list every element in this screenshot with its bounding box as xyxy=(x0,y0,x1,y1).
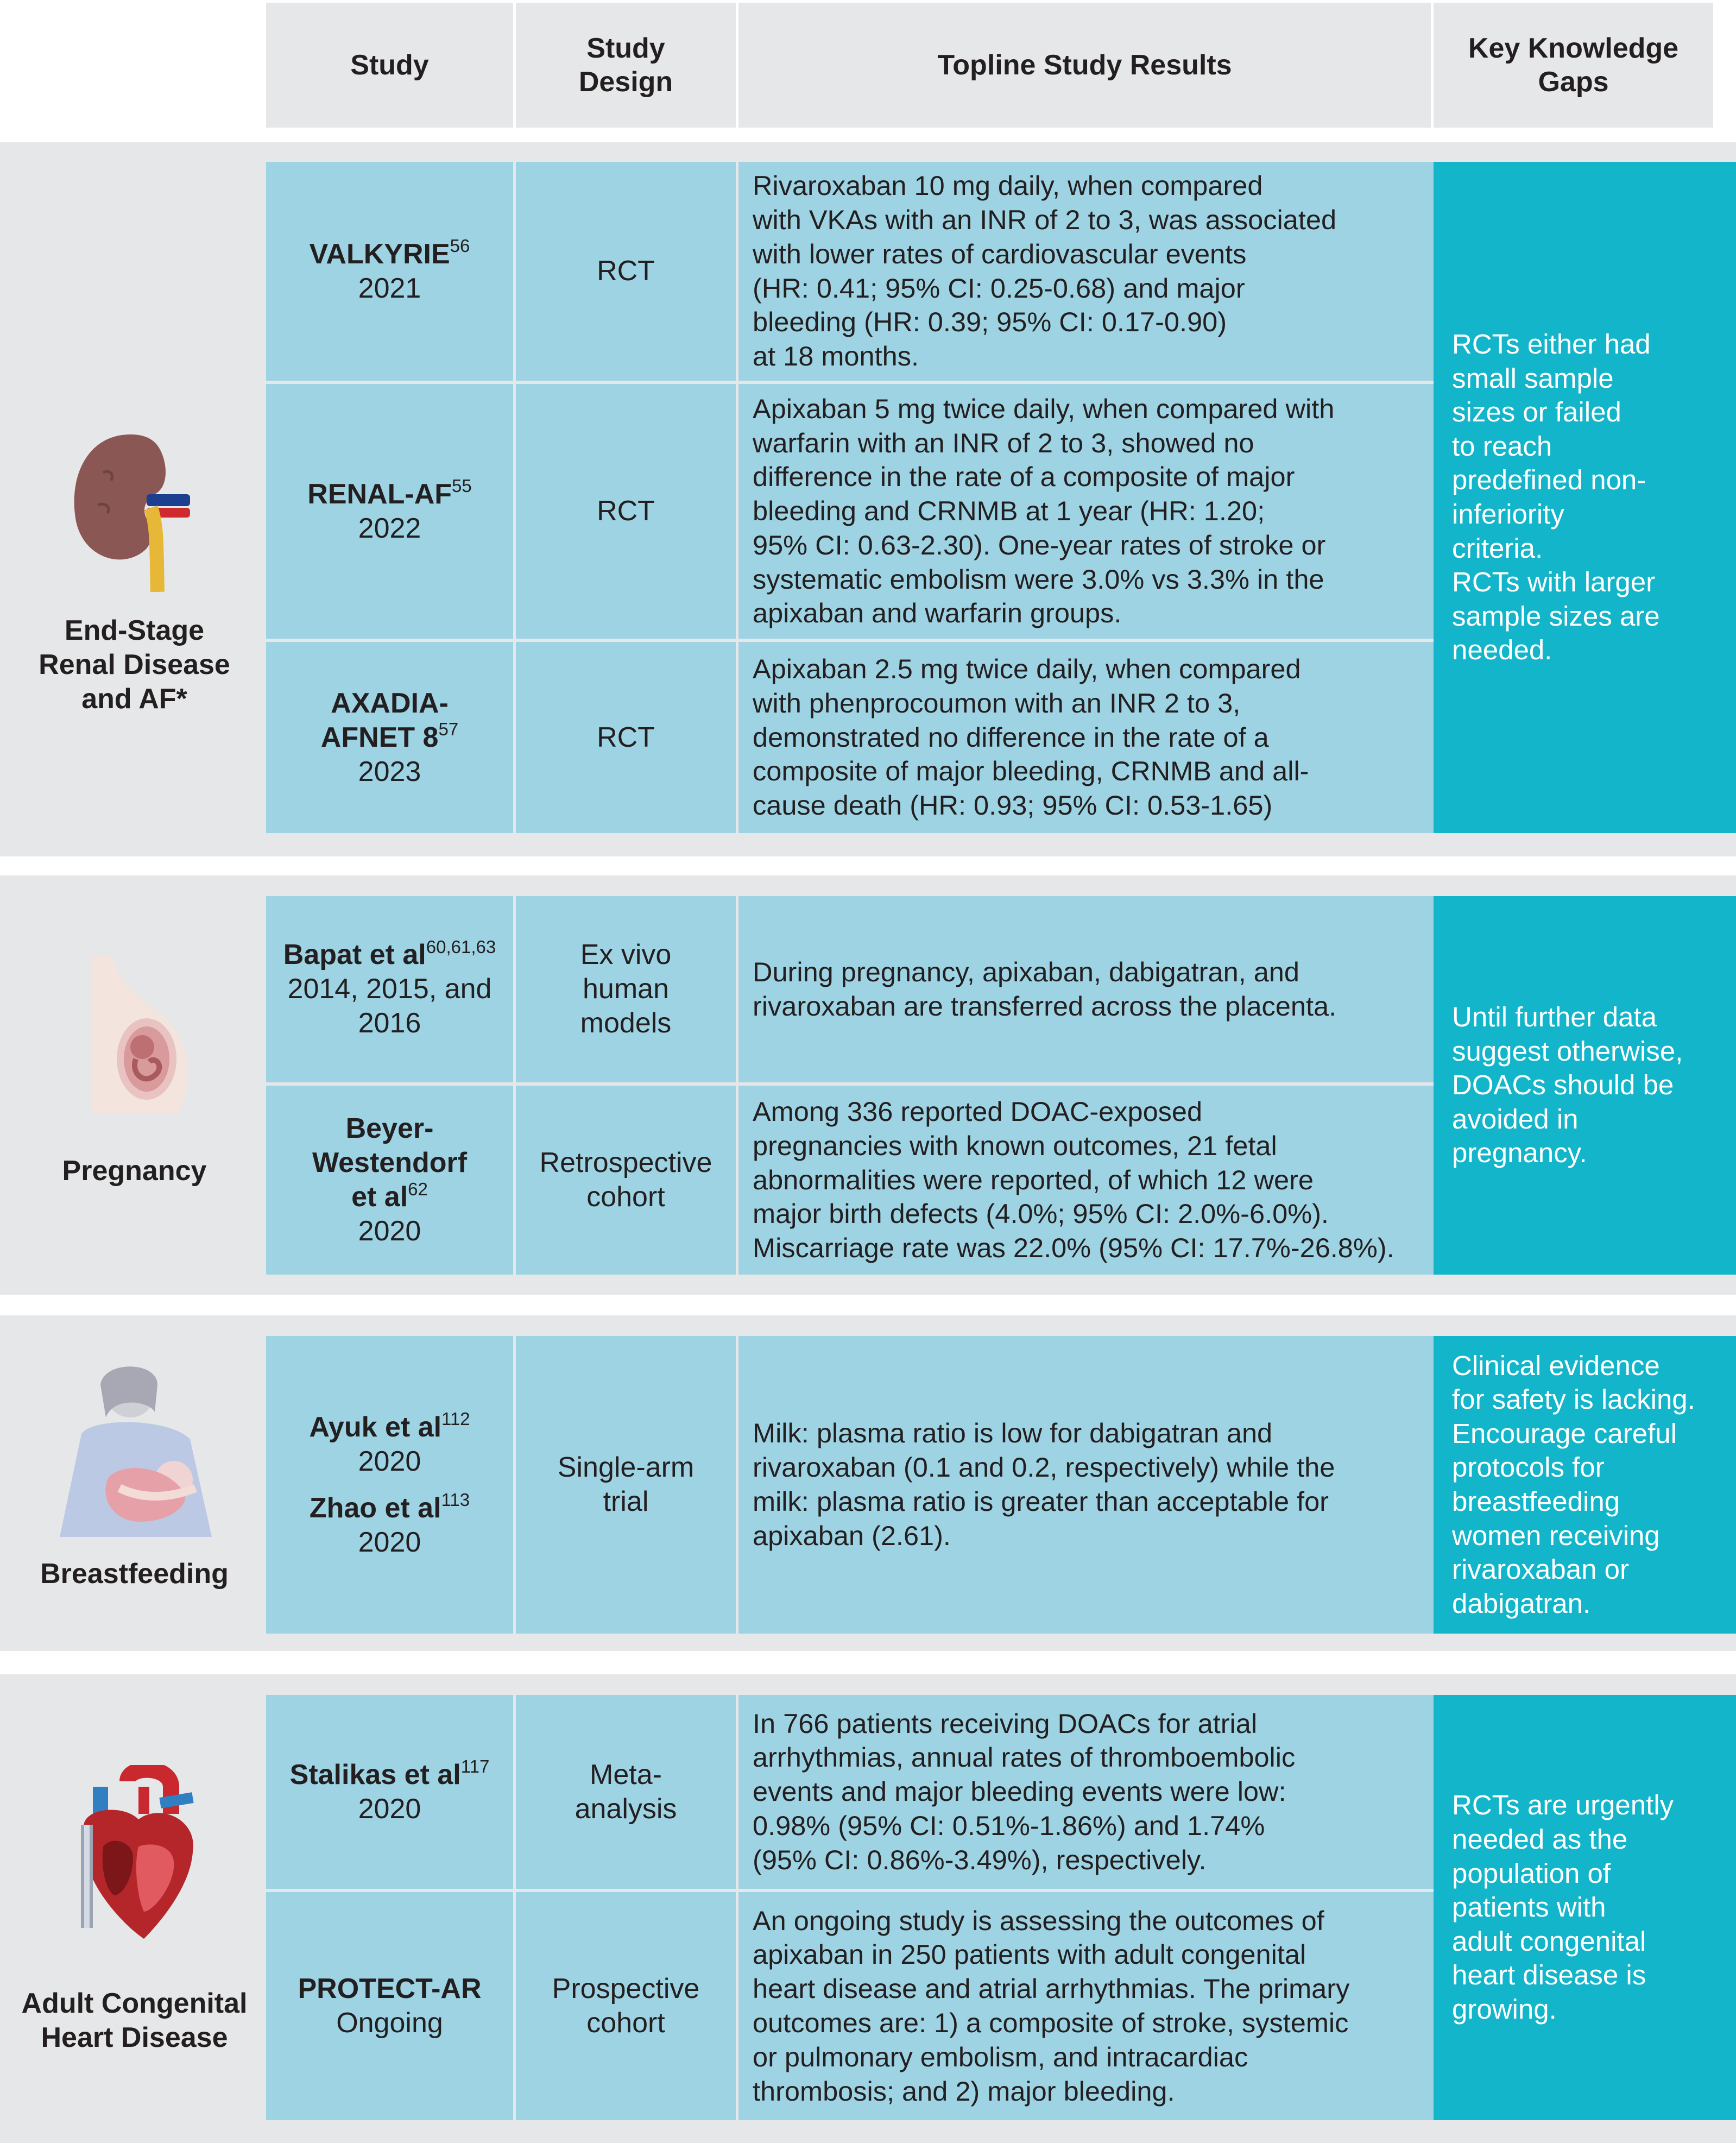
study-design: Prospective cohort xyxy=(552,1973,700,2039)
study-results: An ongoing study is assessing the outcomes of apixaban in 250 patients with adult congenital heart disease and atrial arrhythmias. The primary outcomes are: 1) a composite of stroke, systemic or pulmonary embolism, and intracardiac thrombosis; and 2) major bleeding. xyxy=(753,1905,1350,2107)
key-gaps-text: RCTs either had small sample sizes or failed to reach predefined non- inferiority criteria. RCTs with larger sample sizes are needed. xyxy=(1452,329,1660,666)
design-cell-bapat xyxy=(516,896,736,1082)
study-design: Single-arm trial xyxy=(557,1452,695,1517)
study-name: Zhao et al xyxy=(309,1492,441,1524)
study-design: Ex vivo human models xyxy=(580,939,672,1039)
reference-superscript: 55 xyxy=(452,476,472,496)
study-cell-ayuk-zhao xyxy=(266,1336,513,1634)
study-design: RCT xyxy=(597,721,655,753)
design-cell-protect-ar xyxy=(516,1892,736,2120)
reference-superscript: 117 xyxy=(460,1756,490,1777)
study-results: Rivaroxaban 10 mg daily, when compared with VKAs with an INR of 2 to 3, was associated with lower rates of cardiovascular events (HR: 0.41; 95% CI: 0.25-0.68) and major bleeding (HR: 0.39; 95% CI: 0.17-0.90) at 18 months. xyxy=(753,170,1337,372)
results-cell-bapat xyxy=(738,896,1458,1082)
header-study xyxy=(266,3,513,128)
key-gaps-text: Clinical evidence for safety is lacking. Encourage careful protocols for breastfeeding women receiving rivaroxaban or dabigatran. xyxy=(1452,1350,1695,1619)
study-name: RENAL-AF xyxy=(307,478,452,510)
study-design: Meta- analysis xyxy=(575,1758,677,1825)
design-cell-stalikas xyxy=(516,1695,736,1889)
results-cell-protect-ar xyxy=(738,1892,1458,2120)
study-name: AFNET 8 xyxy=(320,721,439,753)
study-name-line1: AXADIA- xyxy=(331,687,449,719)
study-name: Bapat et al xyxy=(283,939,426,970)
design-cell-breastfeeding xyxy=(516,1336,736,1634)
gaps-cell-breastfeeding xyxy=(1434,1336,1736,1634)
section-pregnancy-label: Pregnancy xyxy=(62,1155,207,1187)
study-results: Apixaban 5 mg twice daily, when compared with warfarin with an INR of 2 to 3, showed no difference in the rate of a composite of major bleeding and CRNMB at 1 year (HR: 1.20; 95% CI: 0.63-2.30). One-year rates of stroke or systematic embolism were 3.0% vs 3.3% in the apixaban and warfarin groups. xyxy=(753,393,1335,629)
study-cell-stalikas xyxy=(266,1695,513,1889)
study-cell-beyer-westendorf xyxy=(266,1086,513,1275)
study-cell-bapat xyxy=(266,896,513,1082)
section-esrd-label: End-Stage Renal Disease and AF* xyxy=(39,615,230,715)
results-cell-renal-af xyxy=(738,384,1458,639)
study-year: 2022 xyxy=(358,512,421,544)
study-design: RCT xyxy=(597,495,655,527)
study-results: Milk: plasma ratio is low for dabigatran and rivaroxaban (0.1 and 0.2, respectively) while the milk: plasma ratio is greater than acceptable for apixaban (2.61). xyxy=(753,1417,1335,1551)
study-year: 2020 xyxy=(358,1526,421,1558)
section-breastfeeding-label: Breastfeeding xyxy=(40,1558,229,1590)
study-name: Ayuk et al xyxy=(309,1411,442,1443)
section-achd-label: Adult Congenital Heart Disease xyxy=(21,1988,248,2053)
design-cell-beyer-westendorf xyxy=(516,1086,736,1275)
reference-superscript: 56 xyxy=(450,236,470,256)
study-cell-valkyrie xyxy=(266,162,513,381)
study-year: 2021 xyxy=(358,272,421,304)
gaps-cell-pregnancy xyxy=(1434,896,1736,1275)
reference-superscript: 57 xyxy=(438,719,459,740)
study-name: VALKYRIE xyxy=(309,238,450,270)
study-year: 2020 xyxy=(358,1445,421,1477)
reference-superscript: 62 xyxy=(408,1178,428,1199)
breastfeeding-icon xyxy=(49,1363,223,1542)
key-gaps-text: RCTs are urgently needed as the population of patients with adult congenital heart disease is growing. xyxy=(1452,1789,1674,2025)
design-cell-axadia xyxy=(516,642,736,833)
pregnancy-icon xyxy=(81,956,201,1113)
header-key-gaps xyxy=(1434,3,1713,128)
key-gaps-text: Until further data suggest otherwise, DOACs should be avoided in pregnancy. xyxy=(1452,1001,1683,1169)
study-cell-axadia xyxy=(266,642,513,833)
study-name: Stalikas et al xyxy=(289,1758,461,1791)
header-study-label: Study xyxy=(350,49,429,81)
results-cell-valkyrie xyxy=(738,162,1458,381)
header-study-design-label: Study Design xyxy=(578,33,673,98)
design-cell-valkyrie xyxy=(516,162,736,381)
study-name-line1: Beyer- Westendorf xyxy=(312,1113,468,1178)
study-design: Retrospective cohort xyxy=(539,1147,712,1213)
study-design: RCT xyxy=(597,255,655,287)
results-cell-axadia xyxy=(738,642,1458,833)
study-cell-protect-ar xyxy=(266,1892,513,2120)
study-name: PROTECT-AR xyxy=(298,1973,482,2005)
reference-superscript: 112 xyxy=(441,1409,470,1429)
header-topline-results xyxy=(738,3,1431,128)
study-year: Ongoing xyxy=(336,2007,443,2039)
gaps-cell-achd xyxy=(1434,1695,1736,2120)
study-cell-renal-af xyxy=(266,384,513,639)
study-results: In 766 patients receiving DOACs for atrial arrhythmias, annual rates of thromboembolic events and major bleeding events were low: 0.98% (95% CI: 0.51%-1.86%) and 1.74% (95% CI: 0.86%-3.49%), respectively. xyxy=(753,1707,1296,1875)
study-results: During pregnancy, apixaban, dabigatran, and rivaroxaban are transferred across the placenta. xyxy=(753,956,1337,1022)
kidney-icon xyxy=(65,413,206,592)
study-year: 2020 xyxy=(358,1793,421,1825)
study-year: 2023 xyxy=(358,755,421,787)
header-topline-results-label: Topline Study Results xyxy=(937,49,1232,81)
header-study-design xyxy=(516,3,736,128)
study-year: 2020 xyxy=(358,1215,421,1247)
design-cell-renal-af xyxy=(516,384,736,639)
reference-superscript: 113 xyxy=(441,1490,470,1510)
study-name: et al xyxy=(351,1181,408,1213)
results-cell-stalikas xyxy=(738,1695,1458,1889)
results-cell-beyer-westendorf xyxy=(738,1086,1458,1275)
reference-superscript: 60,61,63 xyxy=(426,936,496,957)
study-year: 2014, 2015, and 2016 xyxy=(287,973,492,1039)
heart-icon xyxy=(62,1765,204,1944)
results-cell-breastfeeding xyxy=(738,1336,1458,1634)
header-key-gaps-label: Key Knowledge Gaps xyxy=(1468,33,1679,98)
gaps-cell-esrd xyxy=(1434,162,1736,833)
study-results: Apixaban 2.5 mg twice daily, when compared with phenprocoumon with an INR 2 to 3, demonstrated no difference in the rate of a composite of major bleeding, CRNMB and all- cause death (HR: 0.93; 95% CI: 0.53-1.65) xyxy=(753,653,1309,821)
study-results: Among 336 reported DOAC-exposed pregnancies with known outcomes, 21 fetal abnormalities were reported, of which 12 were major birth defects (4.0%; 95% CI: 2.0%-6.0%). Miscarriage rate was 22.0% (95% CI: 17.7%-26.8%). xyxy=(753,1096,1394,1264)
